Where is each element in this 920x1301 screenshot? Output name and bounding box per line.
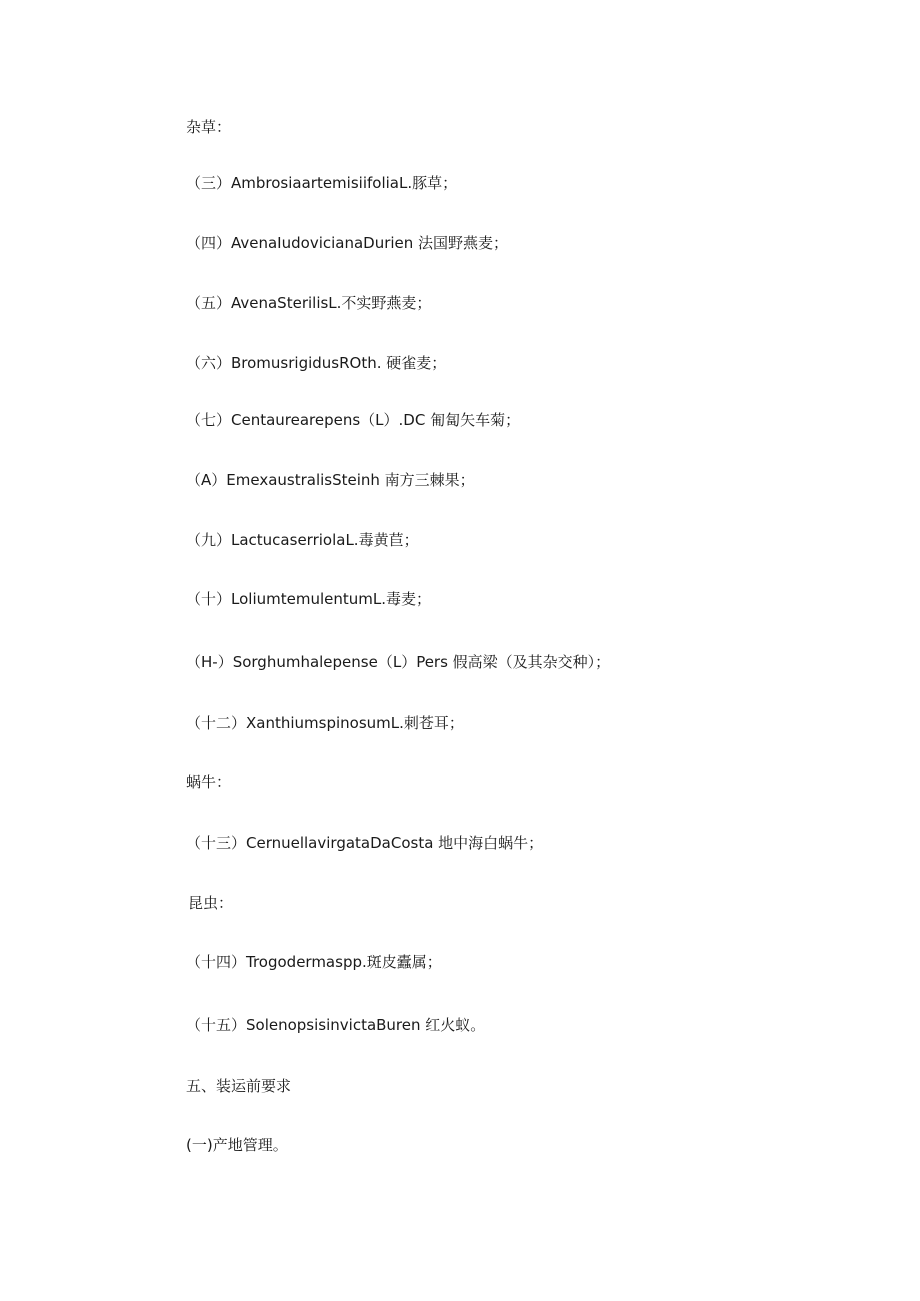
subsection-heading-origin-management: (一)产地管理。 — [186, 1136, 288, 1154]
list-item-weed-4: （四）AvenaIudovicianaDurien 法国野燕麦； — [186, 234, 509, 252]
list-item-weed-3: （三）AmbrosiaartemisiifoliaL.豚草； — [186, 174, 458, 192]
section-heading-weeds: 杂草： — [186, 118, 232, 136]
list-item-weed-11: （H-）Sorghumhalepense（L）Pers 假高梁（及其杂交种）； — [186, 653, 611, 671]
list-item-weed-6: （六）BromusrigidusROth. 硬雀麦； — [186, 354, 447, 372]
list-item-insect-15: （十五）SolenopsisinvictaBuren 红火蚁。 — [186, 1016, 486, 1034]
section-heading-snails: 蜗牛： — [186, 773, 232, 791]
list-item-weed-5: （五）AvenaSterilisL.不实野燕麦； — [186, 294, 432, 312]
section-heading-insects: 昆虫： — [188, 894, 234, 912]
list-item-weed-9: （九）LactucaserriolaL.毒黄苣； — [186, 531, 419, 549]
list-item-weed-8: （A）EmexaustralisSteinh 南方三棘果； — [186, 471, 475, 489]
list-item-weed-12: （十二）XanthiumspinosumL.刺苍耳； — [186, 714, 464, 732]
list-item-weed-10: （十）LoliumtemulentumL.毒麦； — [186, 590, 431, 608]
list-item-weed-7: （七）Centaurearepens（L）.DC 匍匐矢车菊； — [186, 411, 521, 429]
list-item-snail-13: （十三）CernuellavirgataDaCosta 地中海白蜗牛； — [186, 834, 544, 852]
list-item-insect-14: （十四）Trogodermaspp.斑皮蠹属； — [186, 953, 442, 971]
section-heading-preshipment: 五、装运前要求 — [186, 1077, 292, 1095]
